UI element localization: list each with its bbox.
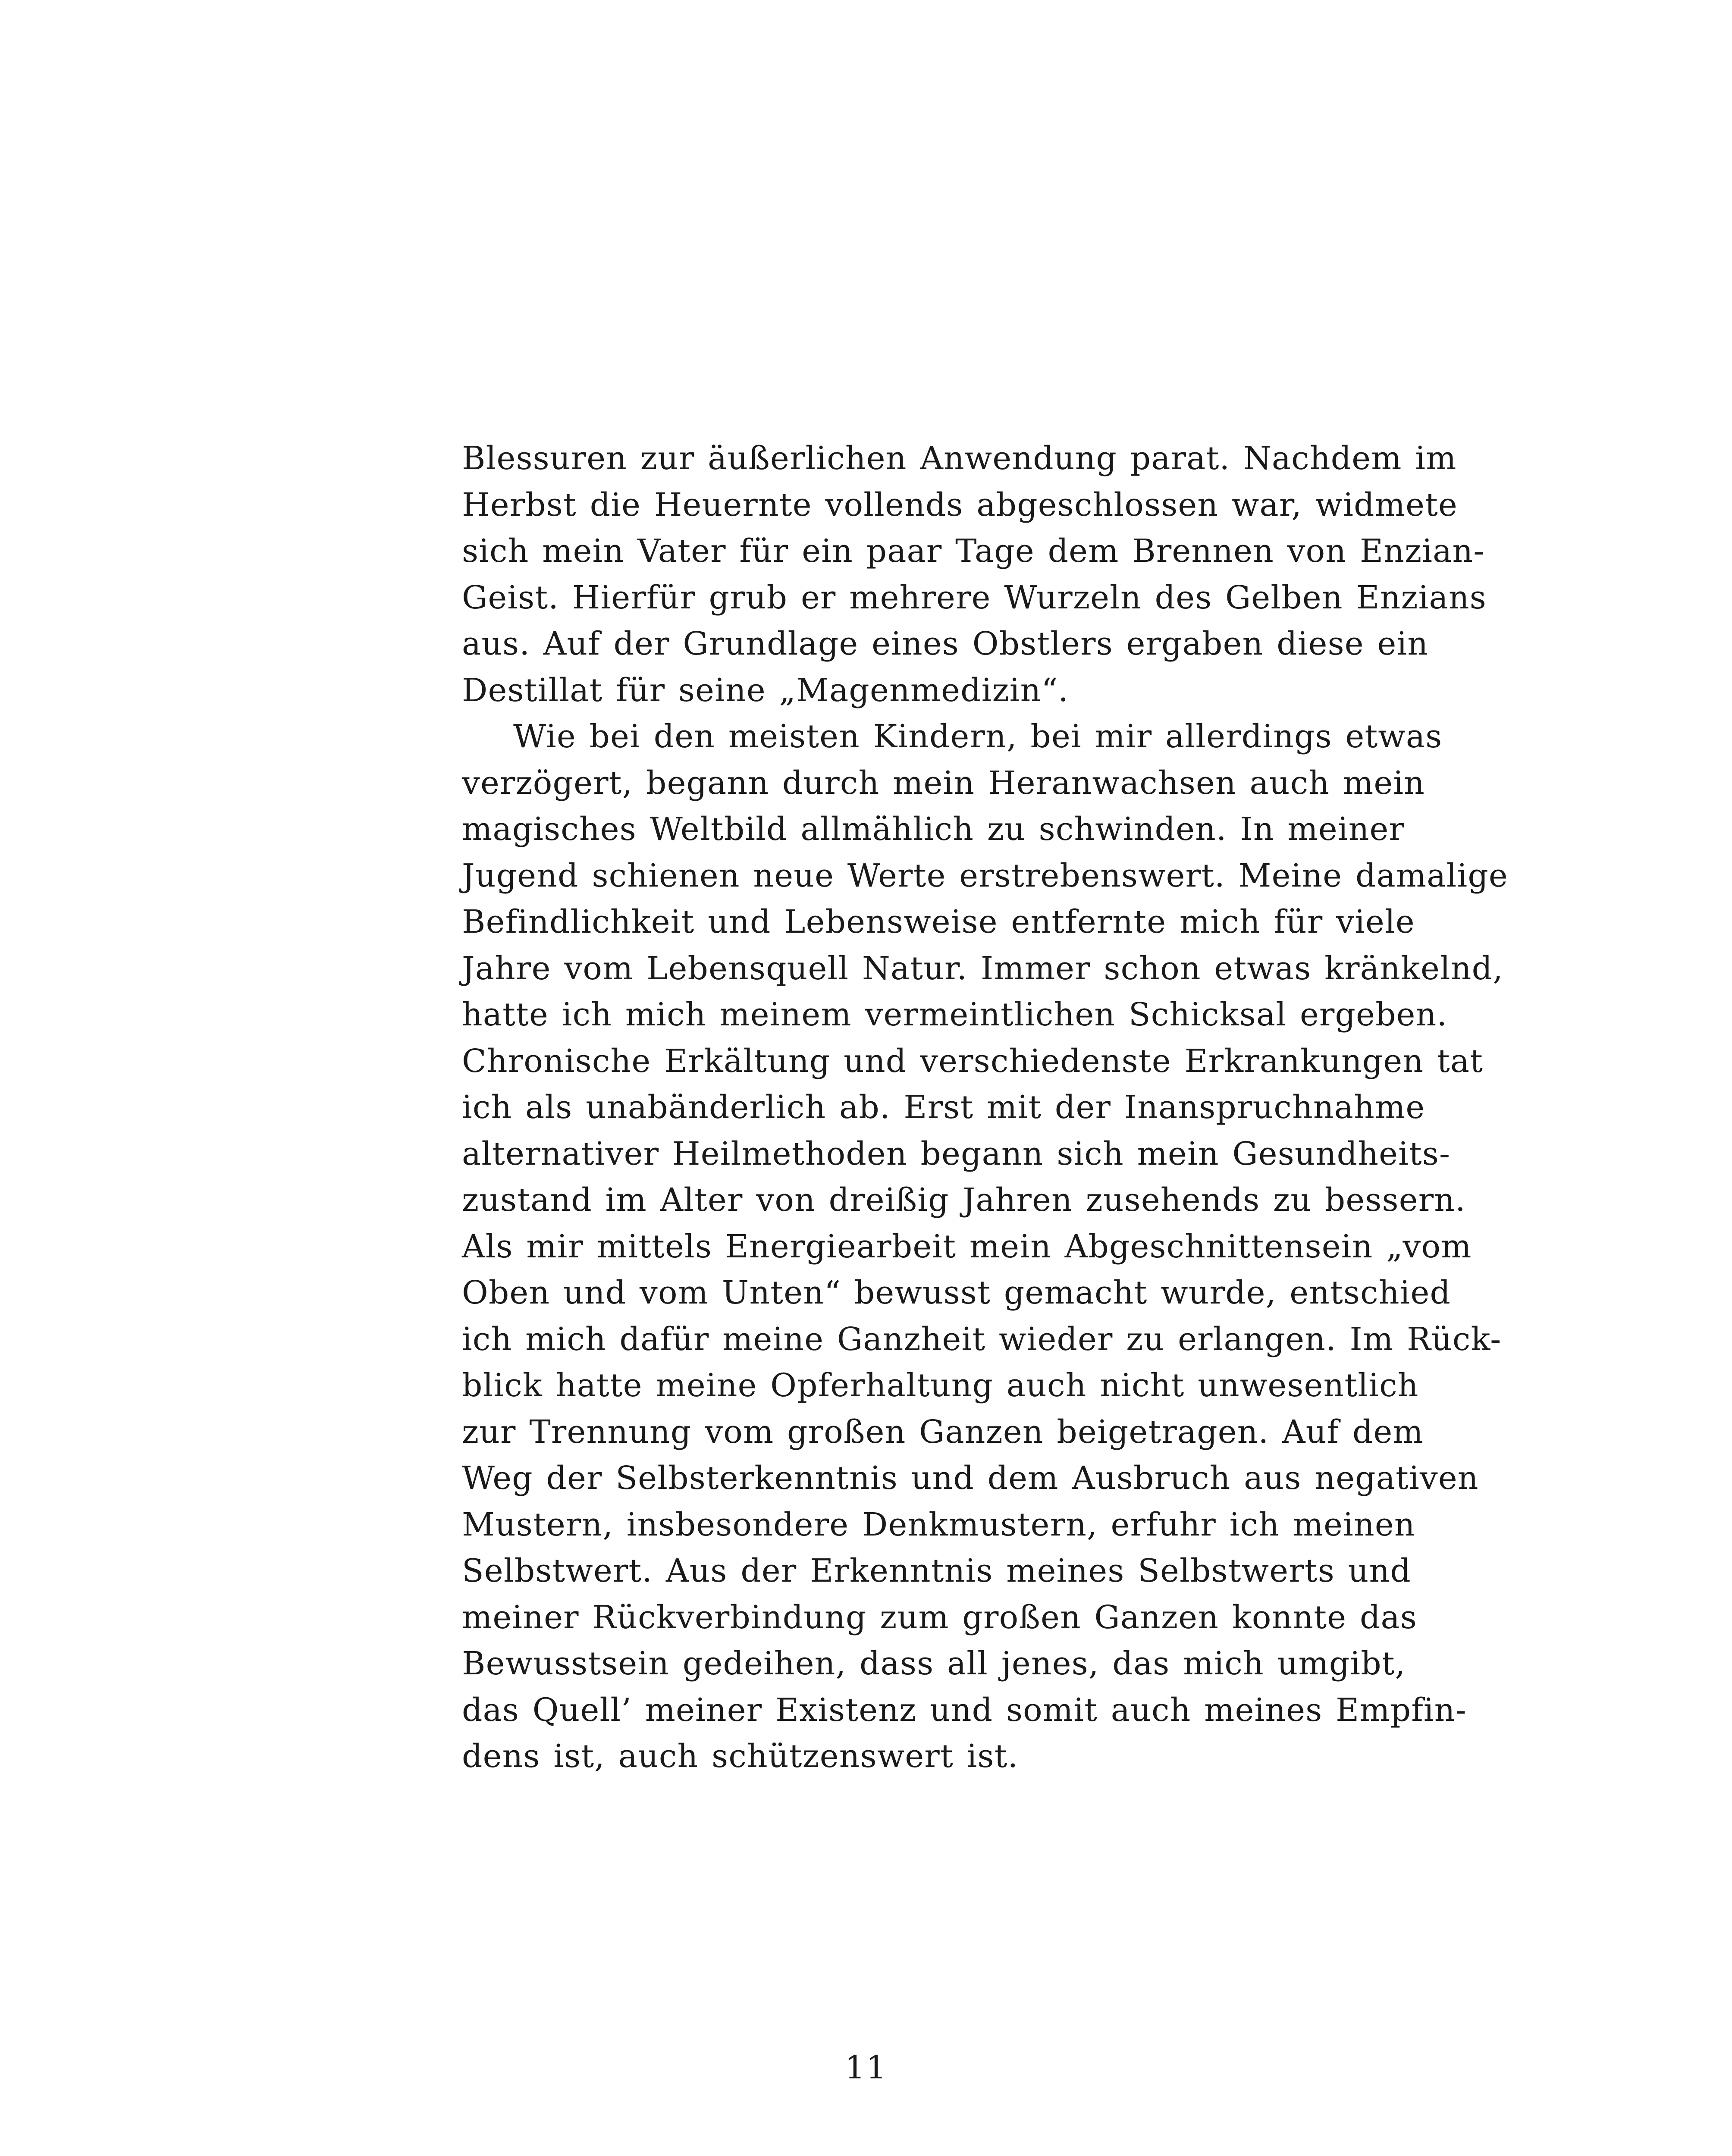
text-line: Wie bei den meisten Kindern, bei mir allerdings etwas: [513, 718, 1443, 755]
text-line: Geist. Hierfür grub er mehrere Wurzeln des Gelben Enzians: [462, 579, 1487, 616]
text-line: Chronische Erkältung und verschiedenste Erkrankungen tat: [462, 1042, 1484, 1080]
text-line: Bewusstsein gedeihen, dass all jenes, das mich umgibt,: [462, 1645, 1406, 1682]
text-line: meiner Rückverbindung zum großen Ganzen konnte das: [462, 1598, 1418, 1636]
paragraph: [462, 714, 1508, 1780]
text-line: alternativer Heilmethoden begann sich mein Gesundheits-: [462, 1135, 1451, 1172]
text-line: hatte ich mich meinem vermeintlichen Schicksal ergeben.: [462, 996, 1448, 1033]
text-line: Jugend schienen neue Werte erstrebenswert. Meine damalige: [462, 857, 1508, 894]
text-line: Jahre vom Lebensquell Natur. Immer schon etwas kränkelnd,: [462, 950, 1503, 987]
text-line: Destillat für seine „Magenmedizin“.: [462, 671, 1069, 709]
text-line: sich mein Vater für ein paar Tage dem Brennen von Enzian-: [462, 533, 1485, 570]
text-line: Als mir mittels Energiearbeit mein Abgeschnittensein „vom: [462, 1228, 1472, 1265]
text-line: zustand im Alter von dreißig Jahren zusehends zu bessern.: [462, 1181, 1466, 1219]
text-line: ich mich dafür meine Ganzheit wieder zu erlangen. Im Rück-: [462, 1320, 1502, 1358]
text-line: Mustern, insbesondere Denkmustern, erfuhr ich meinen: [462, 1506, 1415, 1543]
text-line: zur Trennung vom großen Ganzen beigetragen. Auf dem: [462, 1413, 1424, 1451]
text-line: ich als unabänderlich ab. Erst mit der Inanspruchnahme: [462, 1089, 1425, 1126]
text-line: aus. Auf der Grundlage eines Obstlers ergaben diese ein: [462, 625, 1429, 662]
page-number: 11: [844, 2049, 888, 2086]
text-line: Blessuren zur äußerlichen Anwendung parat. Nachdem im: [462, 440, 1457, 477]
body-text: [462, 436, 1508, 1780]
text-line: Oben und vom Unten“ bewusst gemacht wurde, entschied: [462, 1274, 1451, 1311]
text-line: verzögert, begann durch mein Heranwachsen auch mein: [462, 764, 1425, 802]
text-line: Befindlichkeit und Lebensweise entfernte mich für viele: [462, 903, 1415, 940]
text-line: Herbst die Heuernte vollends abgeschlossen war, widmete: [462, 486, 1458, 523]
paragraph: [462, 436, 1497, 714]
text-line: blick hatte meine Opferhaltung auch nicht unwesentlich: [462, 1367, 1419, 1404]
text-line: Selbstwert. Aus der Erkenntnis meines Selbstwerts und: [462, 1552, 1411, 1589]
text-line: Weg der Selbsterkenntnis und dem Ausbruch aus negativen: [462, 1460, 1479, 1497]
text-line: das Quell’ meiner Existenz und somit auch meines Empfin-: [462, 1691, 1467, 1729]
text-line: magisches Weltbild allmählich zu schwinden. In meiner: [462, 811, 1405, 848]
text-line: dens ist, auch schützenswert ist.: [462, 1738, 1019, 1775]
